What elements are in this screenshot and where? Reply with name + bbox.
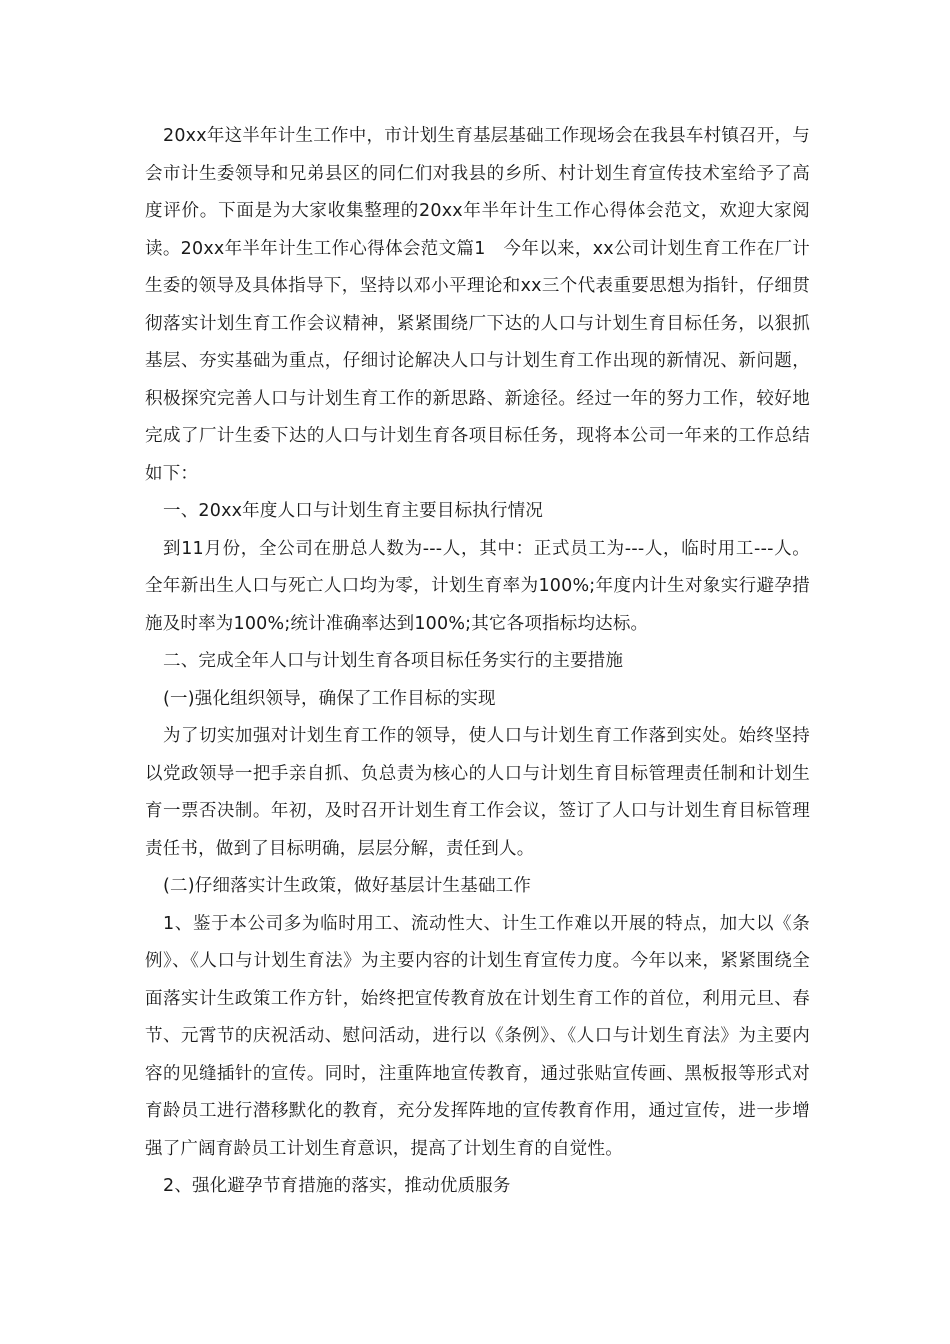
intro-paragraph: 20xx年这半年计生工作中，市计划生育基层基础工作现场会在我县车村镇召开，与会市计生委领导和兄弟县区的同仁们对我县的乡所、村计划生育宣传技术室给予了高度评价。下面是为大家收集整理的20xx年半年计生工作心得体会范文，欢迎大家阅读。20xx年半年计生工作心得体会范文篇1 今年以来，xx公司计划生育工作在厂计生委的领导及具体指导下，坚持以邓小平理论和xx三个代表重要思想为指针，仔细贯彻落实计划生育工作会议精神，紧紧围绕厂下达的人口与计划生育目标任务，以狠抓基层、夯实基础为重点，仔细讨论解决人口与计划生育工作出现的新情况、新问题，积极探究完善人口与计划生育工作的新思路、新途径。经过一年的努力工作，较好地完成了厂计生委下达的人口与计划生育各项目标任务，现将本公司一年来的工作总结如下： — [145, 126, 810, 484]
document-body — [145, 118, 810, 1206]
subsection-heading-1: (一)强化组织领导，确保了工作目标的实现 — [163, 688, 496, 709]
subsection-2-paragraph: 1、鉴于本公司多为临时用工、流动性大、计生工作难以开展的特点，加大以《条例》、《人口与计划生育法》为主要内容的计划生育宣传力度。今年以来，紧紧围绕全面落实计生政策工作方针，始终把宣传教育放在计划生育工作的首位，利用元旦、春节、元霄节的庆祝活动、慰问活动，进行以《条例》、《人口与计划生育法》为主要内容的见缝插针的宣传。同时，注重阵地宣传教育，通过张贴宣传画、黑板报等形式对育龄员工进行潜移默化的教育，充分发挥阵地的宣传教育作用，通过宣传，进一步增强了广阔育龄员工计划生育意识，提高了计划生育的自觉性。 — [145, 913, 810, 1159]
section-heading-2: 二、完成全年人口与计划生育各项目标任务实行的主要措施 — [163, 651, 624, 671]
subsection-heading-2: (二)仔细落实计生政策，做好基层计生基础工作 — [163, 876, 532, 896]
section-1-paragraph: 到11月份，全公司在册总人数为---人，其中：正式员工为---人，临时用工---人。全年新出生人口与死亡人口均为零，计划生育率为100%;年度内计生对象实行避孕措施及时率为100%;统计准确率达到100%;其它各项指标均达标。 — [145, 538, 810, 634]
subsection-1-paragraph: 为了切实加强对计划生育工作的领导，使人口与计划生育工作落到实处。始终坚持以党政领导一把手亲自抓、负总责为核心的人口与计划生育目标管理责任制和计划生育一票否决制。年初，及时召开计划生育工作会议，签订了人口与计划生育目标管理责任书，做到了目标明确，层层分解，责任到人。 — [145, 726, 810, 859]
section-heading-1: 一、20xx年度人口与计划生育主要目标执行情况 — [163, 501, 544, 521]
item-heading-2: 2、强化避孕节育措施的落实，推动优质服务 — [163, 1176, 511, 1196]
